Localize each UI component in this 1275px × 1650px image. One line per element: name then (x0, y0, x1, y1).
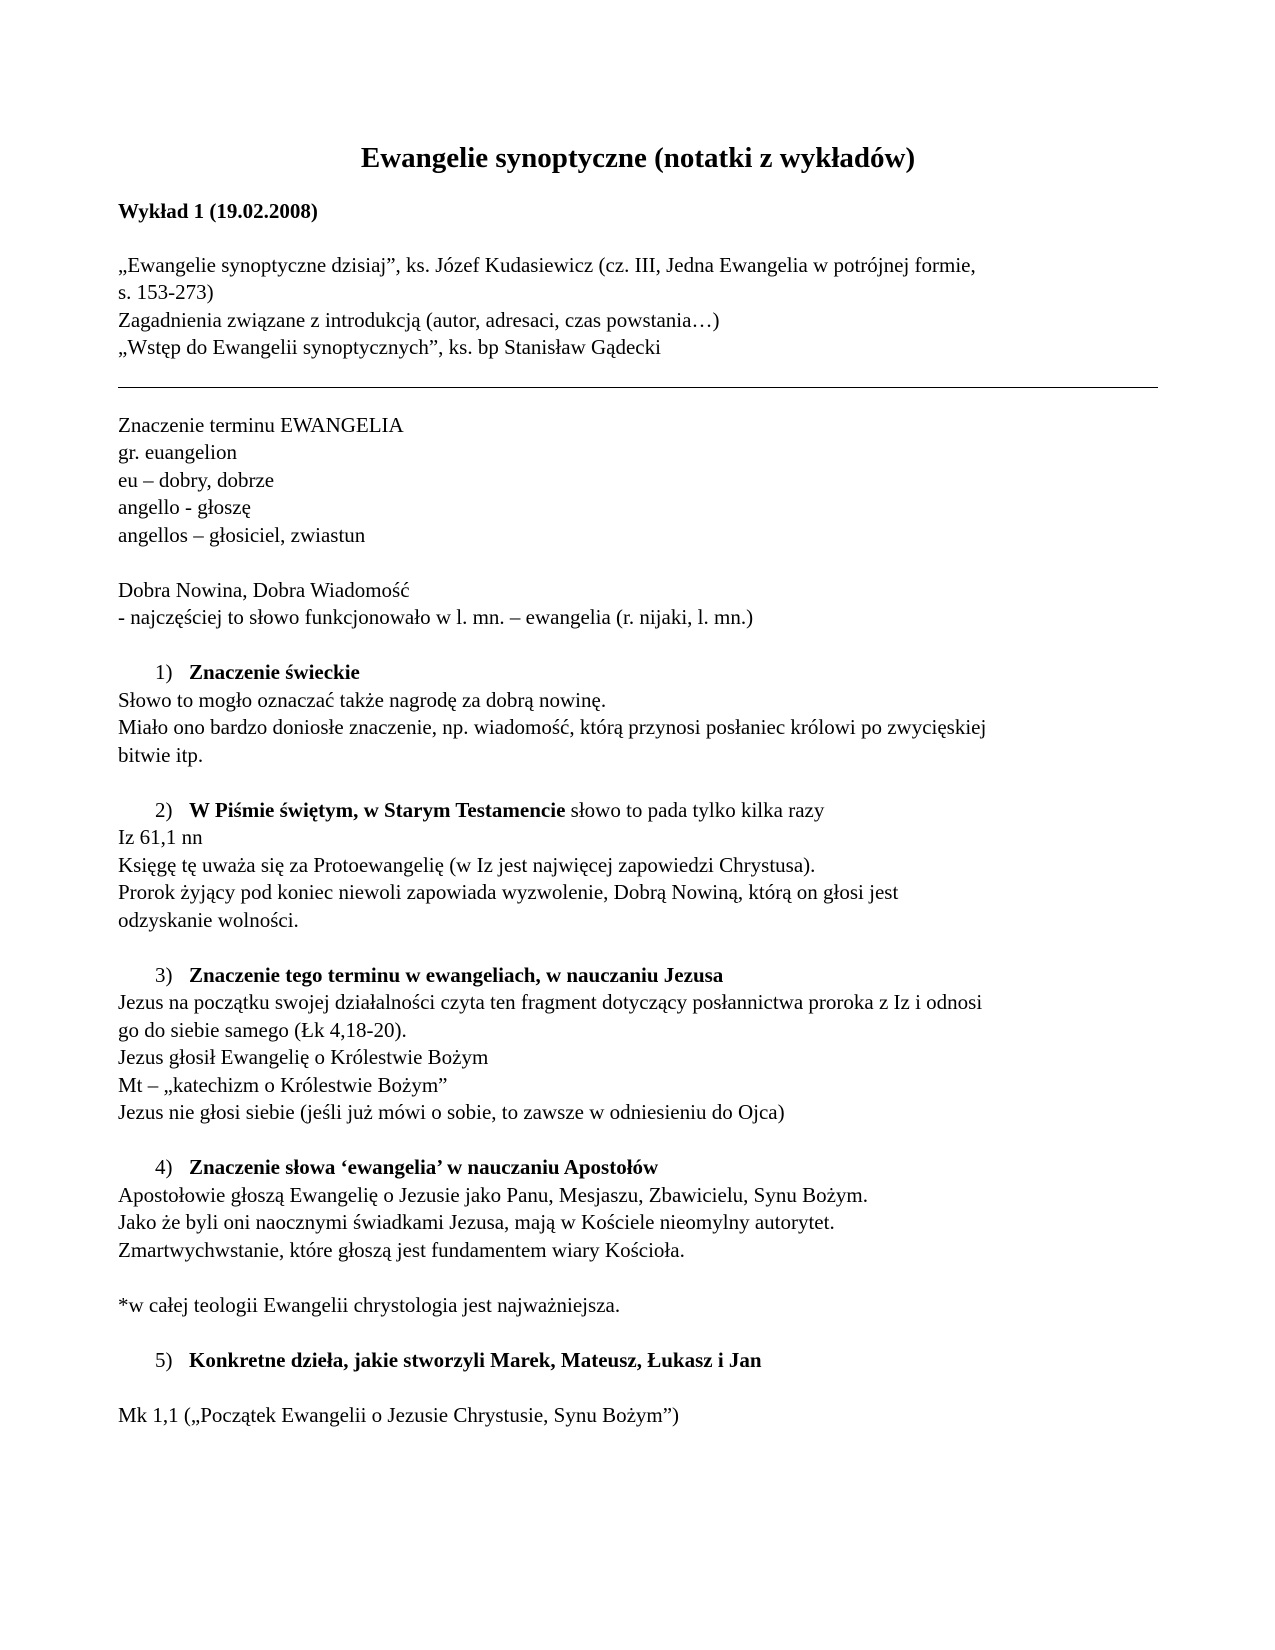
good-news-block (118, 577, 1158, 632)
section-line: Jezus na początku swojej działalności czyta ten fragment dotyczący posłannictwa proroka z Iz i odnosi (118, 990, 983, 1014)
section-1 (118, 659, 1158, 769)
horizontal-rule (118, 387, 1158, 388)
title-subtitle: (notatki z wykładów) (646, 142, 916, 174)
reference-line: Zagadnienia związane z introdukcją (autor, adresaci, czas powstania…) (118, 307, 720, 332)
section-heading (118, 1347, 1158, 1375)
term-line: Znaczenie terminu EWANGELIA (118, 412, 404, 437)
section-number: 4) (155, 1155, 173, 1179)
term-line: angello - głoszę (118, 495, 251, 519)
term-line: gr. euangelion (118, 440, 237, 464)
section-heading (118, 797, 1158, 825)
section-number: 1) (155, 660, 173, 684)
section-line: Zmartwychwstanie, które głoszą jest fundamentem wiary Kościoła. (118, 1237, 685, 1262)
reference-line: s. 153-273) (118, 280, 214, 304)
section-5 (118, 1347, 1158, 1375)
section-title: W Piśmie świętym, w Starym Testamencie (189, 797, 566, 822)
section-heading (118, 659, 1158, 687)
term-block (118, 412, 1158, 550)
section-title-rest: słowo to pada tylko kilka razy (565, 797, 825, 822)
section-title: Znaczenie słowa ‘ewangelia’ w nauczaniu Apostołów (189, 1155, 659, 1179)
section-line: Miało ono bardzo doniosłe znaczenie, np. wiadomość, którą przynosi posłaniec królowi po zwycięskiej (118, 715, 987, 739)
final-line: Mk 1,1 („Początek Ewangelii o Jezusie Chrystusie, Synu Bożym”) (118, 1402, 680, 1427)
term-line: eu – dobry, dobrze (118, 467, 275, 492)
section-line: Jako że byli oni naocznymi świadkami Jezusa, mają w Kościele nieomylny autorytet. (118, 1210, 835, 1234)
section-line: Jezus głosił Ewangelię o Królestwie Bożym (118, 1045, 489, 1069)
document-page (118, 138, 1158, 1429)
section-heading (118, 962, 1158, 990)
section-3 (118, 962, 1158, 1127)
good-news-line: Dobra Nowina, Dobra Wiadomość (118, 577, 410, 602)
section-heading (118, 1154, 1158, 1182)
term-line: angellos – głosiciel, zwiastun (118, 522, 366, 547)
section-line: Iz 61,1 nn (118, 825, 203, 849)
section-line: Apostołowie głoszą Ewangelię o Jezusie jako Panu, Mesjaszu, Zbawicielu, Synu Bożym. (118, 1182, 869, 1207)
section-line: Mt – „katechizm o Królestwie Bożym” (118, 1072, 448, 1097)
reference-line: „Ewangelie synoptyczne dzisiaj”, ks. Józef Kudasiewicz (cz. III, Jedna Ewangelia w potrójnej formie, (118, 252, 976, 277)
section-number: 2) (155, 797, 173, 822)
section-line: Słowo to mogło oznaczać także nagrodę za dobrą nowinę. (118, 687, 607, 712)
section-4 (118, 1154, 1158, 1264)
section-line: Księgę tę uważa się za Protoewangelię (w Iz jest najwięcej zapowiedzi Chrystusa). (118, 852, 816, 877)
good-news-line: - najczęściej to słowo funkcjonowało w l. mn. – ewangelia (r. nijaki, l. mn.) (118, 605, 754, 629)
title-bold: Ewangelie synoptyczne (360, 142, 647, 174)
references-block (118, 252, 1158, 362)
section-title: Znaczenie świeckie (189, 660, 360, 684)
section-number: 5) (155, 1347, 173, 1372)
document-title (118, 138, 1158, 178)
section-line: Prorok żyjący pod koniec niewoli zapowiada wyzwolenie, Dobrą Nowiną, którą on głosi jest (118, 880, 899, 904)
reference-line: „Wstęp do Ewangelii synoptycznych”, ks. bp Stanisław Gądecki (118, 335, 661, 359)
section-2 (118, 797, 1158, 935)
section-title: Znaczenie tego terminu w ewangeliach, w nauczaniu Jezusa (189, 962, 724, 987)
section-line: Jezus nie głosi siebie (jeśli już mówi o sobie, to zawsze w odniesieniu do Ojca) (118, 1100, 785, 1124)
section-line: odzyskanie wolności. (118, 907, 299, 932)
lecture-heading: Wykład 1 (19.02.2008) (118, 199, 318, 223)
theology-note: *w całej teologii Ewangelii chrystologia jest najważniejsza. (118, 1292, 621, 1317)
section-number: 3) (155, 962, 173, 987)
section-title: Konkretne dzieła, jakie stworzyli Marek, Mateusz, Łukasz i Jan (189, 1347, 762, 1372)
section-line: bitwie itp. (118, 742, 204, 767)
section-line: go do siebie samego (Łk 4,18-20). (118, 1017, 407, 1042)
